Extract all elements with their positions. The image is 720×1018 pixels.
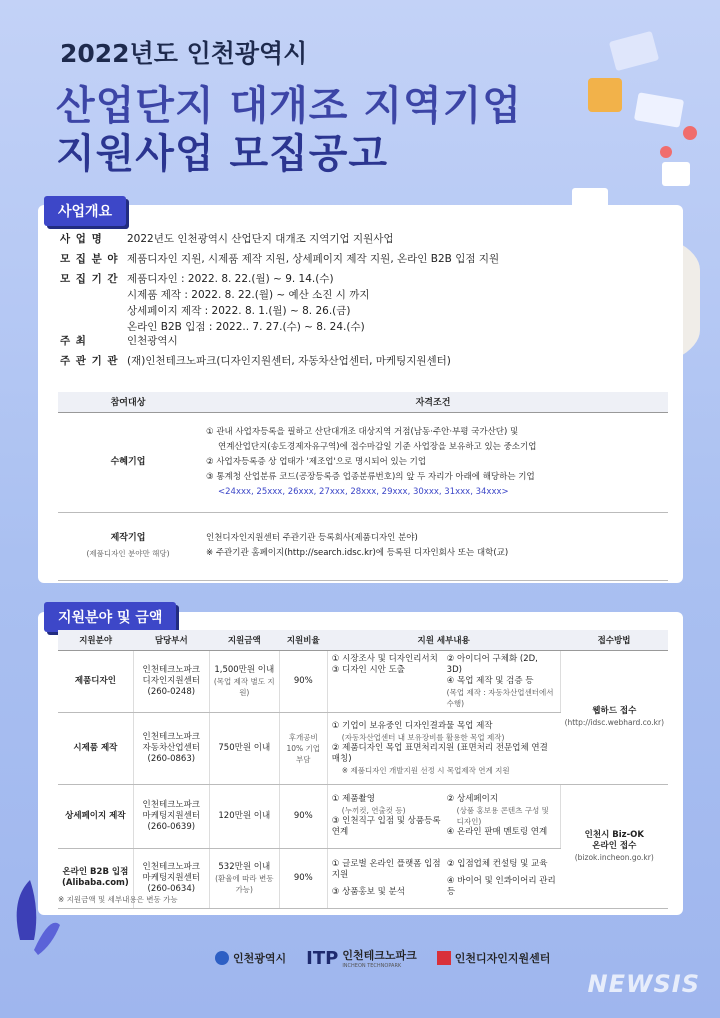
condition-line: ※ 주관기관 홈페이지(http://search.idsc.kr)에 등록된 디자인회사 또는 대학(교) — [206, 548, 509, 558]
overview-row — [60, 333, 178, 349]
footer-logos — [215, 947, 550, 969]
overview-value-line: 2022년도 인천광역시 산업단지 대개조 지역기업 지원사업 — [127, 233, 394, 245]
detail-line: ③ 디자인 시안 도출 — [331, 664, 405, 675]
header-dept: 담당부서 — [133, 630, 209, 650]
detail-note: (상품 홍보용 콘텐츠 구성 및 디자인) — [456, 806, 549, 826]
detail-line: ① 시장조사 및 디자인리서치 — [331, 653, 438, 664]
detail-note: (목업 제작 : 자동차산업센터에서 수행) — [446, 687, 554, 708]
overview-value — [127, 271, 370, 335]
title-year: 2022년도 인천광역시 — [60, 39, 308, 68]
header-details: 지원 세부내용 — [327, 630, 560, 650]
itp-logo-mark: ITP — [306, 947, 339, 969]
dept-line: (260-0634) — [147, 883, 196, 894]
conditions-cell — [198, 512, 668, 580]
table-row — [58, 512, 668, 580]
dept-line: (260-0639) — [147, 821, 196, 832]
condition-line: 인천디자인지원센터 주관기관 등록회사(제품디자인 분야) — [206, 533, 418, 543]
apply-url: (bizok.incheon.go.kr) — [574, 852, 654, 862]
overview-row — [60, 271, 370, 333]
condition-line: ② 사업자등록증 상 업태가 '제조업'으로 명시되어 있는 기업 — [206, 456, 427, 467]
apply-line: 온라인 접수 — [592, 840, 637, 851]
detail-line: ③ 상품홍보 및 분석 — [331, 886, 405, 897]
table-row — [58, 650, 668, 712]
title-line-2: 지원사업 모집공고 — [56, 131, 389, 177]
like-card-icon-2 — [662, 162, 690, 186]
overview-row — [60, 353, 451, 369]
details-cell — [327, 712, 560, 784]
dept-line: 디자인지원센터 — [142, 675, 201, 686]
target-sub-label: (제품디자인 분야만 해당) — [86, 549, 170, 558]
apply-line: 웹하드 접수 — [592, 706, 637, 716]
field-cell: 제품디자인 — [58, 650, 133, 712]
header-ratio: 지원비율 — [279, 630, 327, 650]
detail-line: ① 글로벌 온라인 플랫폼 입점 지원 — [331, 858, 441, 880]
overview-value — [127, 231, 394, 247]
ratio-cell: 90% — [279, 784, 327, 848]
field-cell: 상세페이지 제작 — [58, 784, 133, 848]
heart-icon — [683, 126, 697, 140]
ratio-line: 후개공비 — [288, 732, 318, 742]
conditions-cell — [198, 412, 668, 512]
field-cell: 시제품 제작 — [58, 712, 133, 784]
overview-label: 주 최 — [60, 335, 87, 347]
overview-value-line: 제품디자인 지원, 시제품 제작 지원, 상세페이지 제작 지원, 온라인 B2B 입점 지원 — [127, 253, 500, 265]
detail-line: ④ 목업 제작 및 검증 등 — [446, 675, 534, 686]
envelope-icon — [609, 31, 659, 71]
detail-line: ② 상세페이지 — [446, 794, 499, 804]
support-tag: 지원분야 및 금액 — [44, 602, 176, 632]
support-table — [58, 630, 668, 909]
dept-line: 인천테크노파크 — [142, 861, 201, 872]
overview-label: 모 집 기 간 — [60, 273, 119, 285]
details-cell — [327, 848, 560, 908]
overview-label: 주 관 기 관 — [60, 355, 119, 367]
overview-label: 모 집 분 야 — [60, 253, 119, 265]
condition-codes: <24xxx, 25xxx, 26xxx, 27xxx, 28xxx, 29xxx, 30xxx, 31xxx, 34xxx> — [218, 486, 509, 497]
condition-line: ① 관내 사업자등록을 필하고 산단대개조 대상지역 거점(남동·주안·부평 국가산단) 및 — [206, 426, 519, 437]
ratio-cell: 90% — [279, 650, 327, 712]
envelope-icon-2 — [634, 92, 684, 128]
header-amount: 지원금액 — [209, 630, 279, 650]
dept-line: 마케팅지원센터 — [142, 810, 201, 821]
apply-line: 인천시 Biz-OK — [584, 829, 644, 840]
dept-line: 인천테크노파크 — [142, 799, 201, 810]
apply-cell — [560, 784, 668, 908]
detail-line: ② 입점업체 컨설팅 및 교육 — [446, 858, 548, 869]
support-note: ※ 지원금액 및 세부내용은 변동 가능 — [58, 895, 178, 904]
eligibility-header-row — [58, 392, 668, 412]
condition-line: ③ 통계청 산업분류 코드(공장등록증 업종분류번호)의 앞 두 자리가 아래에 해당하는 기업 — [206, 471, 535, 482]
overview-value — [127, 333, 178, 349]
detail-note: (누끼컷, 연출컷 등) — [341, 806, 406, 815]
heart-icon-2 — [660, 146, 672, 158]
apply-cell — [560, 650, 668, 784]
itp-logo — [306, 947, 417, 969]
header-conditions: 자격조건 — [198, 392, 668, 412]
dept-line: 자동차산업센터 — [142, 742, 201, 753]
overview-value-line: 시제품 제작 : 2022. 8. 22.(월) ~ 예산 소진 시 까지 — [127, 289, 370, 301]
details-cell — [327, 650, 560, 712]
dept-line: 인천테크노파크 — [142, 731, 201, 742]
title-line-1: 산업단지 대개조 지역기업 — [56, 83, 522, 129]
detail-line: ① 기업이 보유중인 디자인결과물 목업 제작 — [331, 720, 493, 731]
thumb-up-icon — [588, 78, 622, 112]
detail-note: (자동차산업센터 내 보유장비를 활용한 목업 제작) — [341, 732, 505, 742]
detail-line: ① 제품촬영 — [331, 794, 375, 804]
condition-line: 연계산업단지(송도경제자유구역)에 접수마감일 기준 사업장을 보유하고 있는 중소기업 — [218, 441, 537, 452]
design-center-logo-text: 인천디자인지원센터 — [454, 952, 551, 965]
dept-line: (260-0863) — [147, 753, 196, 764]
amount-line: 1,500만원 이내 — [214, 664, 275, 675]
amount-cell: 120만원 이내 — [209, 784, 279, 848]
support-header-row — [58, 630, 668, 650]
detail-note: ※ 제품디자인 개발지원 선정 시 목업제작 연계 지원 — [341, 765, 510, 775]
overview-value-line: 온라인 B2B 입점 : 2022.. 7. 27.(수) ~ 8. 24.(수) — [127, 321, 365, 333]
dept-line: 인천테크노파크 — [142, 664, 201, 675]
details-cell — [327, 784, 560, 848]
itp-logo-text: 인천테크노파크 — [342, 949, 417, 962]
ratio-line: 10% 기업부담 — [286, 743, 321, 764]
target-cell — [58, 412, 198, 512]
dept-line: (260-0248) — [147, 686, 196, 697]
overview-value-line: 상세페이지 제작 : 2022. 8. 1.(월) ~ 8. 26.(금) — [127, 305, 351, 317]
newsis-watermark: NEWSIS — [587, 970, 700, 998]
plant-leaf — [34, 923, 60, 955]
dept-cell — [133, 650, 209, 712]
dept-cell — [133, 784, 209, 848]
ratio-cell: 90% — [279, 848, 327, 908]
amount-cell — [209, 848, 279, 908]
overview-value-line: 제품디자인 : 2022. 8. 22.(월) ~ 9. 14.(수) — [127, 273, 334, 285]
ratio-cell — [279, 712, 327, 784]
detail-line: ③ 인천직구 입점 및 상품등록 연계 — [331, 816, 441, 837]
field-label: 온라인 B2B 입점 — [62, 867, 129, 877]
amount-line: 532만원 이내 — [218, 861, 271, 872]
target-label: 제작기업 — [110, 533, 146, 543]
header-field: 지원분야 — [58, 630, 133, 650]
overview-tag: 사업개요 — [44, 196, 126, 226]
itp-logo-subtext: INCHEON TECHNOPARK — [342, 963, 402, 969]
overview-label: 사 업 명 — [60, 233, 103, 245]
overview-value-line: 인천광역시 — [127, 335, 178, 347]
overview-value — [127, 251, 499, 267]
overview-row — [60, 251, 500, 267]
amount-cell: 750만원 이내 — [209, 712, 279, 784]
target-label: 수혜기업 — [110, 456, 146, 467]
field-sub-label: (Alibaba.com) — [62, 878, 129, 888]
incheon-city-logo — [215, 950, 286, 966]
table-row — [58, 412, 668, 512]
table-row — [58, 784, 668, 848]
header-apply: 접수방법 — [560, 630, 668, 650]
detail-line: ② 아이디어 구체화 (2D, 3D) — [446, 653, 538, 675]
overview-row — [60, 231, 394, 247]
apply-url: (http://idsc.webhard.co.kr) — [564, 718, 664, 727]
incheon-logo-text: 인천광역시 — [233, 952, 287, 965]
detail-line: ④ 바이어 및 인콰이어리 관리 등 — [446, 875, 556, 897]
detail-line: ④ 온라인 판매 멘토링 연계 — [446, 827, 548, 837]
amount-note: (환율에 따라 변동가능) — [215, 873, 274, 894]
dept-line: 마케팅지원센터 — [142, 872, 201, 883]
target-cell — [58, 512, 198, 580]
overview-value-line: (재)인천테크노파크(디자인지원센터, 자동차산업센터, 마케팅지원센터) — [127, 355, 451, 367]
dept-cell — [133, 712, 209, 784]
plant-illustration — [17, 880, 37, 940]
detail-line: ② 제품디자인 목업 표면처리지원 (표면처리 전문업체 연결 매칭) — [331, 742, 548, 764]
incheon-logo-icon — [215, 951, 229, 965]
amount-cell — [209, 650, 279, 712]
design-center-logo-icon — [437, 951, 451, 965]
overview-value — [127, 353, 451, 369]
amount-note: (목업 제작 별도 지원) — [213, 676, 275, 697]
eligibility-table — [58, 392, 668, 581]
header-target: 참여대상 — [58, 392, 198, 412]
design-center-logo — [437, 950, 551, 966]
